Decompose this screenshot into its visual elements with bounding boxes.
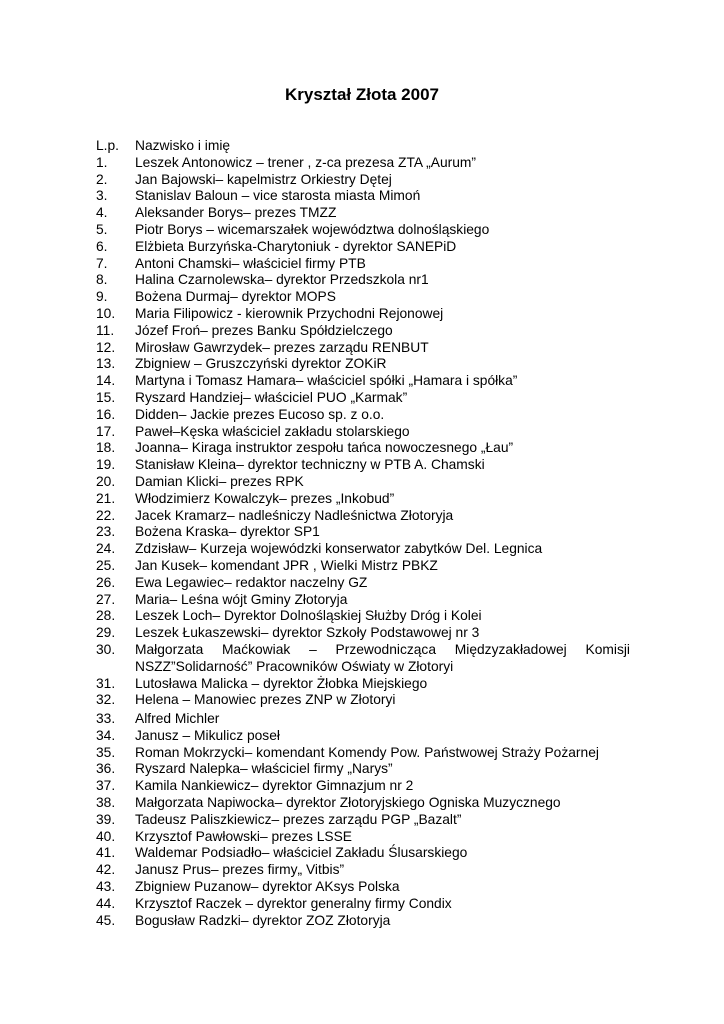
- list-item: [96, 440, 630, 457]
- list-item: [96, 879, 630, 896]
- entry-number: 42.: [96, 862, 116, 878]
- entry-text: Krzysztof Raczek – dyrektor generalny firmy Condix: [135, 895, 452, 911]
- entry-number: 24.: [96, 541, 116, 557]
- entries: [96, 155, 630, 930]
- header-number: L.p.: [96, 138, 120, 153]
- entry-text: Stanislav Baloun – vice starosta miasta Mimoń: [135, 188, 421, 204]
- list-item: [96, 373, 630, 390]
- entry-number: 8.: [96, 272, 108, 288]
- entry-text: Waldemar Podsiadło– właściciel Zakładu Ślusarskiego: [135, 845, 468, 861]
- list-item: [96, 728, 630, 745]
- list-item: [96, 188, 630, 205]
- entry-number: 20.: [96, 473, 116, 489]
- entry-number: 27.: [96, 591, 116, 607]
- entry-text: Małgorzata Napiwocka– dyrektor Złotoryjskiego Ogniska Muzycznego: [135, 795, 561, 811]
- list-item: [96, 592, 630, 609]
- entry-number: 11.: [96, 322, 115, 338]
- entry-number: 31.: [96, 675, 116, 691]
- entry-number: 3.: [96, 188, 108, 204]
- list-item: [96, 845, 630, 862]
- entry-text: Didden– Jackie prezes Eucoso sp. z o.o.: [135, 406, 385, 422]
- entry-text: Leszek Łukaszewski– dyrektor Szkoły Podstawowej nr 3: [135, 625, 480, 641]
- list-item: [96, 795, 630, 812]
- entry-number: 35.: [96, 744, 116, 760]
- entry-text: Martyna i Tomasz Hamara– właściciel spółki „Hamara i spółka”: [135, 373, 518, 389]
- entry-text: Jan Kusek– komendant JPR , Wielki Mistrz PBKZ: [135, 557, 438, 573]
- list-item: [96, 558, 630, 575]
- entry-number: 36.: [96, 761, 116, 777]
- entry-number: 6.: [96, 238, 108, 254]
- entry-text: Tadeusz Paliszkiewicz– prezes zarządu PGP „Bazalt”: [135, 811, 462, 827]
- entry-number: 16.: [96, 406, 116, 422]
- list-item: [96, 778, 630, 795]
- entry-number: 40.: [96, 828, 116, 844]
- list-item: [96, 256, 630, 273]
- list-item: [96, 272, 630, 289]
- list-item: [96, 625, 630, 642]
- entry-text: Damian Klicki– prezes RPK: [135, 473, 304, 489]
- entry-text: Stanisław Kleina– dyrektor techniczny w PTB A. Chamski: [135, 457, 485, 473]
- list-item: [96, 524, 630, 541]
- entry-text: Elżbieta Burzyńska-Charytoniuk - dyrektor SANEPiD: [135, 238, 457, 254]
- entry-number: 28.: [96, 608, 116, 624]
- entry-number: 18.: [96, 440, 116, 456]
- entry-number: 34.: [96, 727, 116, 743]
- entry-number: 14.: [96, 373, 116, 389]
- entry-number: 33.: [96, 711, 116, 727]
- entry-number: 22.: [96, 507, 116, 523]
- entry-number: 45.: [96, 912, 116, 928]
- entry-text: Helena – Manowiec prezes ZNP w Złotoryi: [135, 692, 396, 708]
- list-item: [96, 340, 630, 357]
- entry-number: 37.: [96, 778, 116, 794]
- list-item: [96, 205, 630, 222]
- list-item: [96, 745, 630, 762]
- entry-number: 32.: [96, 692, 116, 708]
- list-item: [96, 491, 630, 508]
- entry-number: 15.: [96, 389, 116, 405]
- entry-text: Janusz Prus– prezes firmy„ Vitbis”: [135, 862, 345, 878]
- entry-text: Ewa Legawiec– redaktor naczelny GZ: [135, 574, 368, 590]
- list-item: [96, 862, 630, 879]
- entry-text: Maria Filipowicz - kierownik Przychodni Rejonowej: [135, 305, 444, 321]
- entry-text: Bogusław Radzki– dyrektor ZOZ Złotoryja: [135, 912, 391, 928]
- list-item: [96, 896, 630, 913]
- entry-text: Włodzimierz Kowalczyk– prezes „Inkobud”: [135, 490, 395, 506]
- list-item: [96, 306, 630, 323]
- list-item: [96, 829, 630, 846]
- entry-text: Józef Froń– prezes Banku Spółdzielczego: [135, 322, 393, 338]
- entry-text: Zdzisław– Kurzeja wojewódzki konserwator zabytków Del. Legnica: [135, 541, 543, 557]
- entry-text: Ryszard Handziej– właściciel PUO „Karmak”: [135, 389, 408, 405]
- list-item: [96, 390, 630, 407]
- entry-number: 17.: [96, 423, 116, 439]
- list-item: [96, 812, 630, 829]
- entry-text: Piotr Borys – wicemarszałek województwa dolnośląskiego: [135, 221, 490, 237]
- entry-text: Małgorzata Maćkowiak – Przewodnicząca Międzyzakładowej Komisji NSZZ”Solidarność” Pracowników Oświaty w Złotoryi: [135, 641, 630, 674]
- list-item: [96, 608, 630, 625]
- entry-text: Zbigniew Puzanow– dyrektor AKsys Polska: [135, 879, 400, 895]
- entry-text: Zbigniew – Gruszczyński dyrektor ZOKiR: [135, 356, 387, 372]
- list-item: [96, 222, 630, 239]
- entry-number: 41.: [96, 845, 116, 861]
- list-item: [96, 407, 630, 424]
- entry-text: Joanna– Kiraga instruktor zespołu tańca nowoczesnego „Łau”: [135, 440, 514, 456]
- page-title: Kryształ Złota 2007: [284, 85, 439, 104]
- list-item: [96, 642, 630, 676]
- list-item: [96, 575, 630, 592]
- list-item: [96, 761, 630, 778]
- list-item: [96, 541, 630, 558]
- entry-text: Aleksander Borys– prezes TMZZ: [135, 205, 337, 221]
- entries-list: [96, 138, 630, 929]
- list-item: [96, 676, 630, 693]
- entry-text: Janusz – Mikulicz poseł: [135, 727, 280, 743]
- entry-text: Halina Czarnolewska– dyrektor Przedszkola nr1: [135, 272, 429, 288]
- list-item: [96, 913, 630, 930]
- entry-number: 19.: [96, 457, 116, 473]
- entry-text: Alfred Michler: [135, 711, 220, 727]
- entry-number: 7.: [96, 255, 108, 271]
- entry-text: Leszek Loch– Dyrektor Dolnośląskiej Służby Dróg i Kolei: [135, 608, 482, 624]
- entry-number: 30.: [96, 641, 116, 657]
- entry-number: 43.: [96, 879, 116, 895]
- header-name: Nazwisko i imię: [135, 138, 231, 153]
- list-item: [96, 172, 630, 189]
- entry-text: Leszek Antonowicz – trener , z-ca prezesa ZTA „Aurum”: [135, 154, 476, 170]
- entry-text: Mirosław Gawrzydek– prezes zarządu RENBUT: [135, 339, 429, 355]
- list-item: [96, 508, 630, 525]
- entry-number: 13.: [96, 356, 116, 372]
- entry-number: 10.: [96, 305, 116, 321]
- list-item: [96, 239, 630, 256]
- entry-text: Maria– Leśna wójt Gminy Złotoryja: [135, 591, 348, 607]
- entry-number: 21.: [96, 490, 116, 506]
- entry-number: 39.: [96, 811, 116, 827]
- entry-number: 12.: [96, 339, 116, 355]
- list-item: [96, 474, 630, 491]
- list-item: [96, 457, 630, 474]
- entry-number: 38.: [96, 795, 116, 811]
- entry-number: 1.: [96, 154, 108, 170]
- entry-number: 25.: [96, 557, 116, 573]
- entry-text: Bożena Kraska– dyrektor SP1: [135, 524, 320, 540]
- entry-number: 9.: [96, 289, 108, 305]
- entry-text: Ryszard Nalepka– właściciel firmy „Narys”: [135, 761, 393, 777]
- list-item: [96, 289, 630, 306]
- entry-number: 4.: [96, 205, 108, 221]
- entry-number: 44.: [96, 895, 116, 911]
- entry-text: Lutosława Malicka – dyrektor Żłobka Miejskiego: [135, 675, 428, 691]
- entry-text: Krzysztof Pawłowski– prezes LSSE: [135, 828, 352, 844]
- entry-text: Paweł–Kęska właściciel zakładu stolarskiego: [135, 423, 410, 439]
- entry-text: Bożena Durmaj– dyrektor MOPS: [135, 289, 336, 305]
- list-header: [96, 138, 630, 155]
- entry-number: 5.: [96, 221, 108, 237]
- list-item: [96, 356, 630, 373]
- entry-number: 2.: [96, 171, 108, 187]
- entry-text: Kamila Nankiewicz– dyrektor Gimnazjum nr 2: [135, 778, 414, 794]
- list-item: [96, 323, 630, 340]
- list-item: [96, 711, 630, 728]
- entry-text: Jan Bajowski– kapelmistrz Orkiestry Dętej: [135, 171, 392, 187]
- entry-number: 29.: [96, 625, 116, 641]
- list-item: [96, 155, 630, 172]
- entry-number: 26.: [96, 574, 116, 590]
- entry-text: Antoni Chamski– właściciel firmy PTB: [135, 255, 366, 271]
- list-item: [96, 424, 630, 441]
- entry-text: Roman Mokrzycki– komendant Komendy Pow. Państwowej Straży Pożarnej: [135, 744, 599, 760]
- entry-text: Jacek Kramarz– nadleśniczy Nadleśnictwa Złotoryja: [135, 507, 454, 523]
- list-item: [96, 692, 630, 709]
- entry-number: 23.: [96, 524, 116, 540]
